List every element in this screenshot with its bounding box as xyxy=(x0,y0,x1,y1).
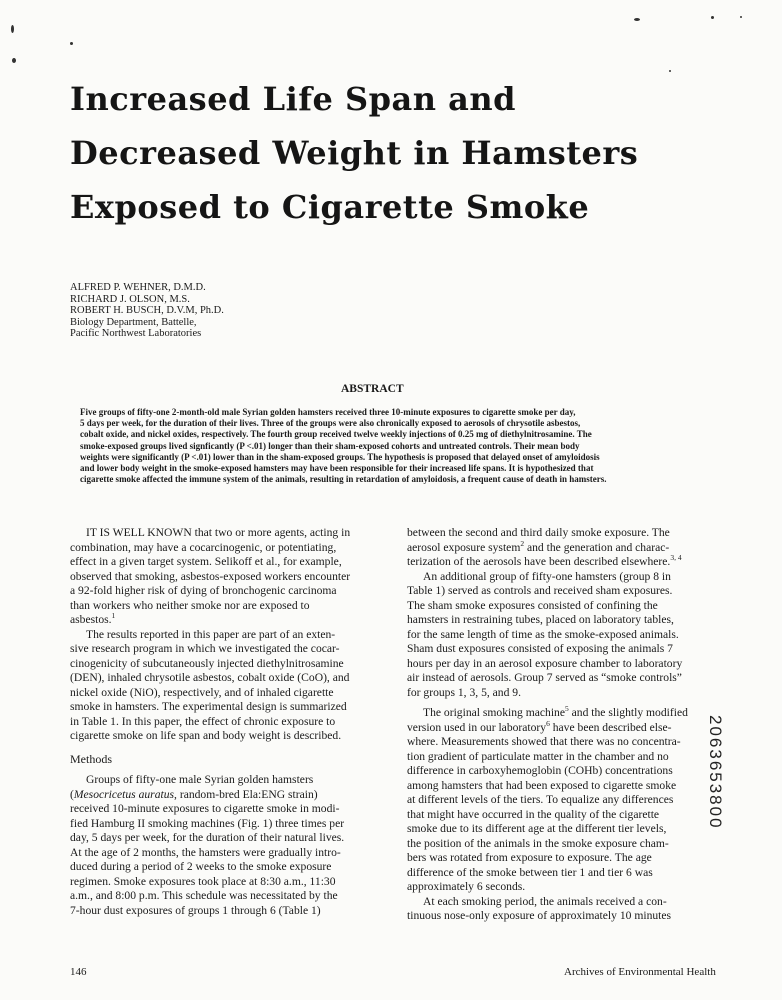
body-line: version used in our laboratory$^6$ have been described else- xyxy=(407,718,672,734)
body-line: regimen. Smoke exposures took place at 8:30 a.m., 11:30 xyxy=(70,874,336,888)
body-line: The sham smoke exposures consisted of confining the xyxy=(407,598,658,612)
body-line: aerosol exposure system$^2$ and the generation and charac- xyxy=(407,538,670,554)
scan-speck xyxy=(12,58,16,63)
reference-marker: 5 xyxy=(565,704,569,714)
scan-speck xyxy=(11,25,14,33)
body-line: between the second and third daily smoke exposure. The xyxy=(407,526,670,539)
body-line: among hamsters that had been exposed to cigarette smoke xyxy=(407,778,677,792)
body-line: Groups of fifty-one male Syrian golden hamsters xyxy=(86,773,314,786)
body-line: hamsters in restraining tubes, placed on laboratory tables, xyxy=(407,613,674,626)
body-line: at different levels of the tiers. To equalize any differences xyxy=(407,793,674,806)
reference-marker: 6 xyxy=(546,718,550,728)
scan-speck xyxy=(634,18,640,21)
body-line: At each smoking period, the animals received a con- xyxy=(423,894,667,908)
body-line: than workers who neither smoke nor are exposed to xyxy=(70,598,310,612)
body-line: cinogenicity of subcutaneously injected diethylnitrosamine xyxy=(70,656,344,670)
author-block xyxy=(70,282,490,340)
abstract-line: Five groups of fifty-one 2-month-old male Syrian golden hamsters received three 10-minute exposures to cigarette smoke per day, xyxy=(80,407,576,417)
body-line: hours per day in an aerosol exposure chamber to laboratory xyxy=(407,656,683,670)
title-line-3: Exposed to Cigarette Smoke xyxy=(70,188,590,226)
body-line: a 92-fold higher risk of dying of bronchogenic carcinoma xyxy=(70,584,337,597)
abstract-line: smoke-exposed groups lived signficantly (P <.01) longer than their sham-exposed cohorts and untreated controls. Their mean body xyxy=(80,440,580,451)
body-line: tinuous nose-only exposure of approximately 10 minutes xyxy=(407,909,672,922)
body-line: combination, may have a cocarcinogenic, or potentiating, xyxy=(70,540,337,554)
title-line-1: Increased Life Span and xyxy=(70,80,516,118)
species-name: Mesocricetus auratus xyxy=(73,787,175,801)
scan-speck xyxy=(70,42,73,45)
body-line: a.m., and 8:00 p.m. This schedule was necessitated by the xyxy=(70,889,338,902)
body-line: fied Hamburg II smoking machines (Fig. 1) three times per xyxy=(70,816,345,830)
body-line: for groups 1, 3, 5, and 9. xyxy=(407,685,521,699)
reference-marker: 1 xyxy=(111,611,116,621)
scan-speck xyxy=(740,16,742,18)
body-line: effect in a given target system. Selikoff et al., for example, xyxy=(70,555,342,568)
affiliation-1: Biology Department, Battelle, xyxy=(70,316,197,328)
body-line: 7-hour dust exposures of groups 1 through 6 (Table 1) xyxy=(70,903,321,917)
body-line: duced during a period of 2 weeks to the smoke exposure xyxy=(70,860,332,873)
body-line: An additional group of fifty-one hamsters (group 8 in xyxy=(423,569,671,583)
author-3: ROBERT H. BUSCH, D.V.M, Ph.D. xyxy=(70,305,224,316)
body-line: air instead of aerosols. Group 7 served as “smoke controls” xyxy=(407,671,682,684)
abstract-line: cobalt oxide, and nickel oxides, respectively. The fourth group received twelve weekly injections of 0.25 mg of diethylnitrosamine. The xyxy=(80,429,592,440)
abstract-line: weights were significantly (P <.01) lower than in the sham-exposed groups. The hypothesis is proposed that delayed onset of amyloidosis xyxy=(80,451,600,462)
page-number: 146 xyxy=(70,966,87,978)
abstract-line: cigarette smoke affected the immune system of the animals, resulting in retardation of amyloidosis, a frequent cause of death in hamsters. xyxy=(80,474,607,485)
affiliation-2: Pacific Northwest Laboratories xyxy=(70,328,202,339)
author-1: ALFRED P. WEHNER, D.M.D. xyxy=(70,282,206,293)
reference-marker: 3, 4 xyxy=(670,553,682,563)
body-line: cigarette smoke on life span and body weight is described. xyxy=(70,729,342,742)
body-line: day, 5 days per week, for the duration of their natural lives. xyxy=(70,831,345,844)
body-line: IT IS WELL KNOWN that two or more agents, acting in xyxy=(86,526,351,539)
body-line: Table 1) served as controls and received sham exposures. xyxy=(407,584,673,597)
body-line: approximately 6 seconds. xyxy=(407,880,526,893)
document-id: 2063653800 xyxy=(706,715,725,830)
scan-speck xyxy=(711,16,714,19)
body-line: Sham dust exposures consisted of exposing the animals 7 xyxy=(407,642,673,655)
right-column xyxy=(407,526,714,924)
body-line: nickel oxide (NiO), respectively, and of inhaled cigarette xyxy=(70,685,334,699)
body-line: (Mesocricetus auratus, random-bred Ela:ENG strain) xyxy=(70,787,318,801)
abstract-line: and lower body weight in the smoke-exposed hamsters may have been responsible for their increased life spans. It is hypothesized that xyxy=(80,463,594,474)
body-line: for the same length of time as the smoke-exposed animals. xyxy=(407,627,679,641)
body-line: smoke in hamsters. The experimental design is summarized xyxy=(70,700,347,713)
body-line: At the age of 2 months, the hamsters were gradually intro- xyxy=(70,845,341,859)
body-line: difference of the smoke between tier 1 and tier 6 was xyxy=(407,865,653,879)
body-line: the position of the animals in the smoke exposure cham- xyxy=(407,836,669,850)
body-line: tion gradient of particulate matter in the chamber and no xyxy=(407,749,669,763)
body-line: that might have occurred in the quality of the cigarette xyxy=(407,807,660,821)
body-line: (DEN), inhaled chrysotile asbestos, cobalt oxide (CoO), and xyxy=(70,671,350,684)
article-title xyxy=(70,72,710,234)
author-2: RICHARD J. OLSON, M.S. xyxy=(70,293,190,305)
scan-speck xyxy=(669,70,671,72)
journal-name: Archives of Environmental Health xyxy=(564,966,716,978)
left-column xyxy=(70,526,377,918)
body-line: terization of the aerosols have been described elsewhere.$^{3, 4}$ xyxy=(407,553,682,568)
abstract-heading: ABSTRACT xyxy=(341,383,404,395)
body-line: asbestos.$^1$ xyxy=(70,611,116,626)
body-line: in Table 1. In this paper, the effect of chronic exposure to xyxy=(70,714,336,728)
body-line: smoke due to its different age at the different tier levels, xyxy=(407,822,667,835)
body-line: difference in carboxyhemoglobin (COHb) concentrations xyxy=(407,764,673,777)
body-line: sive research program in which we investigated the cocar- xyxy=(70,642,340,655)
body-line: observed that smoking, asbestos-exposed workers encounter xyxy=(70,569,351,583)
title-line-2: Decreased Weight in Hamsters xyxy=(70,134,639,172)
reference-marker: 2 xyxy=(520,538,525,548)
body-line: The results reported in this paper are part of an exten- xyxy=(86,627,336,641)
methods-heading: Methods xyxy=(70,751,112,766)
body-line: where. Measurements showed that there was no concentra- xyxy=(407,735,681,748)
abstract-line: 5 days per week, for the duration of their lives. Three of the groups were also chronically exposed to aerosols of chrysotile asbestos, xyxy=(80,418,581,429)
abstract-text xyxy=(80,407,708,485)
body-line: received 10-minute exposures to cigarette smoke in modi- xyxy=(70,802,340,815)
body-line: bers was rotated from exposure to exposure. The age xyxy=(407,851,652,864)
body-line: The original smoking machine$^5$ and the slightly modified xyxy=(423,704,688,719)
